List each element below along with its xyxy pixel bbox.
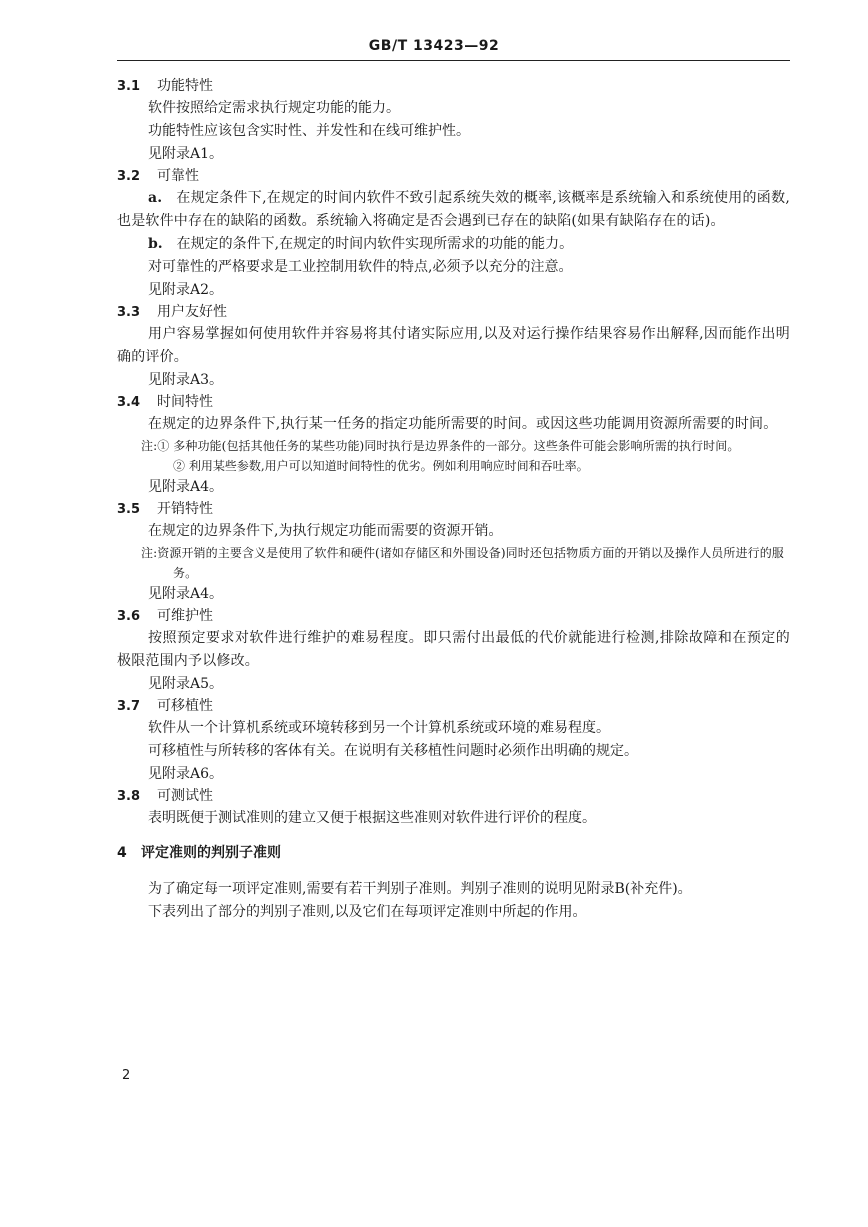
item-text: 在规定条件下,在规定的时间内软件不致引起系统失效的概率,该概率是系统输入和系统使用的函数,也是软件中存在的缺陷的函数。系统输入将确定是否会遇到已存在的缺陷(如果有缺陷存在的话)。 [117,190,790,229]
item-text: 在规定的条件下,在规定的时间内软件实现所需求的功能的能力。 [176,236,574,252]
appendix-reference: 见附录A5。 [148,676,224,692]
section-number: 3.4 [117,395,141,410]
section-heading [117,786,790,807]
paragraph: 软件从一个计算机系统或环境转移到另一个计算机系统或环境的难易程度。 [148,720,610,736]
section-heading [117,696,790,717]
standard-header: GB/T 13423—92 [368,38,500,54]
note: 注:资源开销的主要含义是使用了软件和硬件(诸如存储区和外围设备)同时还包括物质方面的开销以及操作人员所进行的服务。 [141,546,784,580]
chapter-number: 4 [117,845,127,861]
section-heading [117,606,790,627]
appendix-reference: 见附录A6。 [148,766,224,782]
appendix-reference: 见附录A3。 [148,372,224,388]
appendix-reference: 见附录A4。 [148,479,224,495]
paragraph: 软件按照给定需求执行规定功能的能力。 [148,100,400,116]
page-number: 2 [122,1068,131,1083]
appendix-reference: 见附录A2。 [148,282,224,298]
section-heading [117,302,790,323]
section-title: 用户友好性 [157,304,227,320]
document-body [117,76,790,924]
note: 注:① 多种功能(包括其他任务的某些功能)同时执行是边界条件的一部分。这些条件可能会影响所需的执行时间。 [141,439,740,453]
section-heading [117,76,790,97]
paragraph: 对可靠性的严格要求是工业控制用软件的特点,必须予以充分的注意。 [148,259,573,275]
header-rule [117,60,790,61]
section-number: 3.5 [117,502,141,517]
section-title: 可维护性 [157,608,213,624]
appendix-reference: 见附录A4。 [148,586,224,602]
paragraph: 功能特性应该包含实时性、并发性和在线可维护性。 [148,123,470,139]
section-heading [117,166,790,187]
section-title: 可移植性 [157,698,213,714]
section-title: 功能特性 [157,78,213,94]
paragraph: 在规定的边界条件下,执行某一任务的指定功能所需要的时间。或因这些功能调用资源所需要的时间。 [148,416,778,432]
section-title: 时间特性 [157,394,213,410]
section-number: 3.3 [117,305,141,320]
chapter-heading [117,842,790,864]
section-number: 3.8 [117,789,141,804]
list-item-b [117,233,790,256]
paragraph: 在规定的边界条件下,为执行规定功能而需要的资源开销。 [148,523,503,539]
paragraph: 用户容易掌握如何使用软件并容易将其付诸实际应用,以及对运行操作结果容易作出解释,因而能作出明确的评价。 [117,326,790,365]
note: ② 利用某些参数,用户可以知道时间特性的优劣。例如利用响应时间和吞吐率。 [173,459,589,473]
paragraph: 为了确定每一项评定准则,需要有若干判别子准则。判别子准则的说明见附录B(补充件)。 [148,881,692,897]
paragraph: 下表列出了部分的判别子准则,以及它们在每项评定准则中所起的作用。 [148,904,587,920]
item-label: b. [148,236,163,252]
section-title: 开销特性 [157,501,213,517]
appendix-reference: 见附录A1。 [148,146,224,162]
section-title: 可测试性 [157,788,213,804]
list-item-a [117,187,790,233]
section-number: 3.2 [117,169,141,184]
paragraph: 表明既便于测试准则的建立又便于根据这些准则对软件进行评价的程度。 [148,810,596,826]
section-heading [117,392,790,413]
item-label: a. [148,190,163,206]
section-title: 可靠性 [157,168,199,184]
chapter-title: 评定准则的判别子准则 [141,845,281,861]
section-number: 3.1 [117,79,141,94]
paragraph: 可移植性与所转移的客体有关。在说明有关移植性问题时必须作出明确的规定。 [148,743,638,759]
section-number: 3.6 [117,609,141,624]
section-heading [117,499,790,520]
section-number: 3.7 [117,699,141,714]
paragraph: 按照预定要求对软件进行维护的难易程度。即只需付出最低的代价就能进行检测,排除故障和在预定的极限范围内予以修改。 [117,630,790,669]
